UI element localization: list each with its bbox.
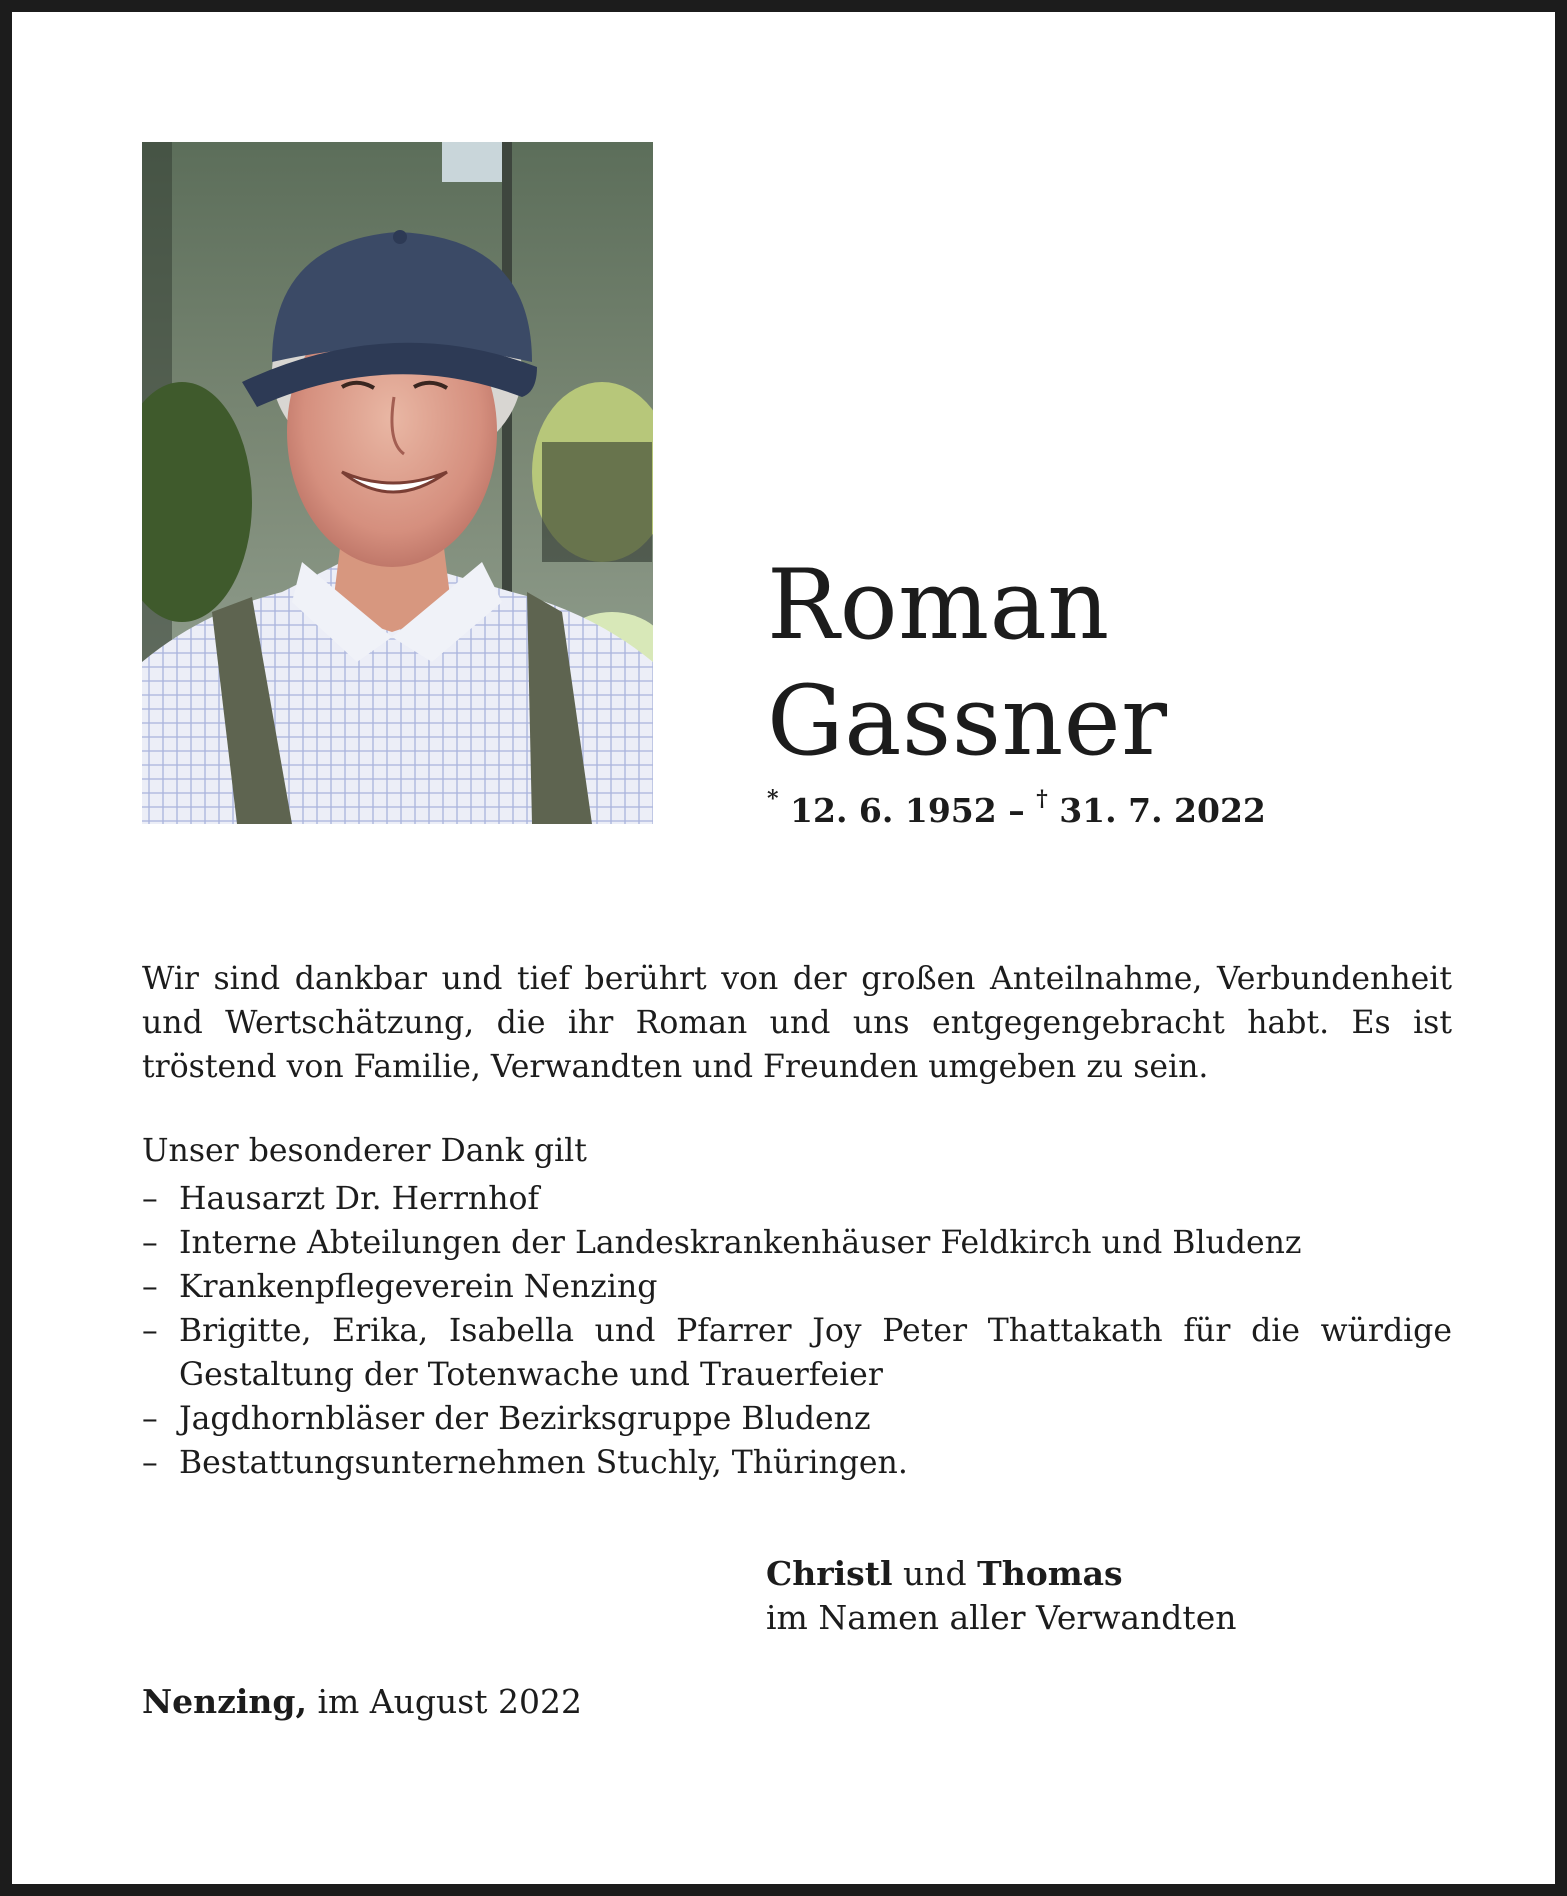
portrait-photo	[142, 142, 653, 824]
list-item	[142, 1177, 1452, 1221]
list-dash: –	[142, 1313, 158, 1349]
list-item-text: Brigitte, Erika, Isabella und Pfarrer Joy Peter Thattakath für die würdige Gestaltung der Totenwache und Trauerfeier	[179, 1313, 1452, 1393]
place-town: Nenzing,	[142, 1682, 307, 1721]
list-item-text: Hausarzt Dr. Herrnhof	[179, 1181, 540, 1217]
list-item-text: Bestattungsunternehmen Stuchly, Thüringen.	[179, 1445, 908, 1481]
birth-symbol: *	[767, 786, 779, 812]
death-symbol: †	[1036, 786, 1048, 812]
signature	[766, 1552, 1236, 1640]
birth-date: 12. 6. 1952	[790, 791, 997, 830]
death-date: 31. 7. 2022	[1059, 791, 1266, 830]
signature-conjunction: und	[892, 1554, 978, 1593]
list-item-text: Jagdhornbläser der Bezirksgruppe Bludenz	[179, 1401, 871, 1437]
list-dash: –	[142, 1445, 158, 1481]
signature-line2: im Namen aller Verwandten	[766, 1598, 1237, 1637]
thanks-heading: Unser besonderer Dank gilt	[142, 1133, 587, 1169]
list-item-text: Krankenpflegeverein Nenzing	[179, 1269, 658, 1305]
thanks-list	[142, 1177, 1452, 1485]
list-item	[142, 1221, 1452, 1265]
signer-1: Christl	[766, 1554, 893, 1593]
life-dates	[767, 786, 1266, 830]
list-dash: –	[142, 1181, 158, 1217]
list-item	[142, 1441, 1452, 1485]
place-date	[142, 1680, 582, 1724]
place-month: im August 2022	[306, 1682, 582, 1721]
last-name: Gassner	[767, 665, 1168, 777]
first-name: Roman	[767, 549, 1110, 661]
list-item	[142, 1309, 1452, 1397]
list-item	[142, 1397, 1452, 1441]
intro-paragraph: Wir sind dankbar und tief berührt von der großen Anteilnahme, Verbundenheit und Wertschätzung, die ihr Roman und uns entgegengebracht habt. Es ist tröstend von Familie, Verwandten und Freunden umgeben zu sein.	[142, 961, 1452, 1085]
date-separator: –	[996, 791, 1037, 830]
deceased-name	[767, 547, 1167, 779]
list-dash: –	[142, 1401, 158, 1437]
list-item	[142, 1265, 1452, 1309]
list-item-text: Interne Abteilungen der Landeskrankenhäuser Feldkirch und Bludenz	[179, 1225, 1302, 1261]
list-dash: –	[142, 1225, 158, 1261]
list-dash: –	[142, 1269, 158, 1305]
signature-names	[766, 1552, 1236, 1596]
signer-2: Thomas	[977, 1554, 1123, 1593]
thank-you-text	[142, 957, 1452, 1485]
